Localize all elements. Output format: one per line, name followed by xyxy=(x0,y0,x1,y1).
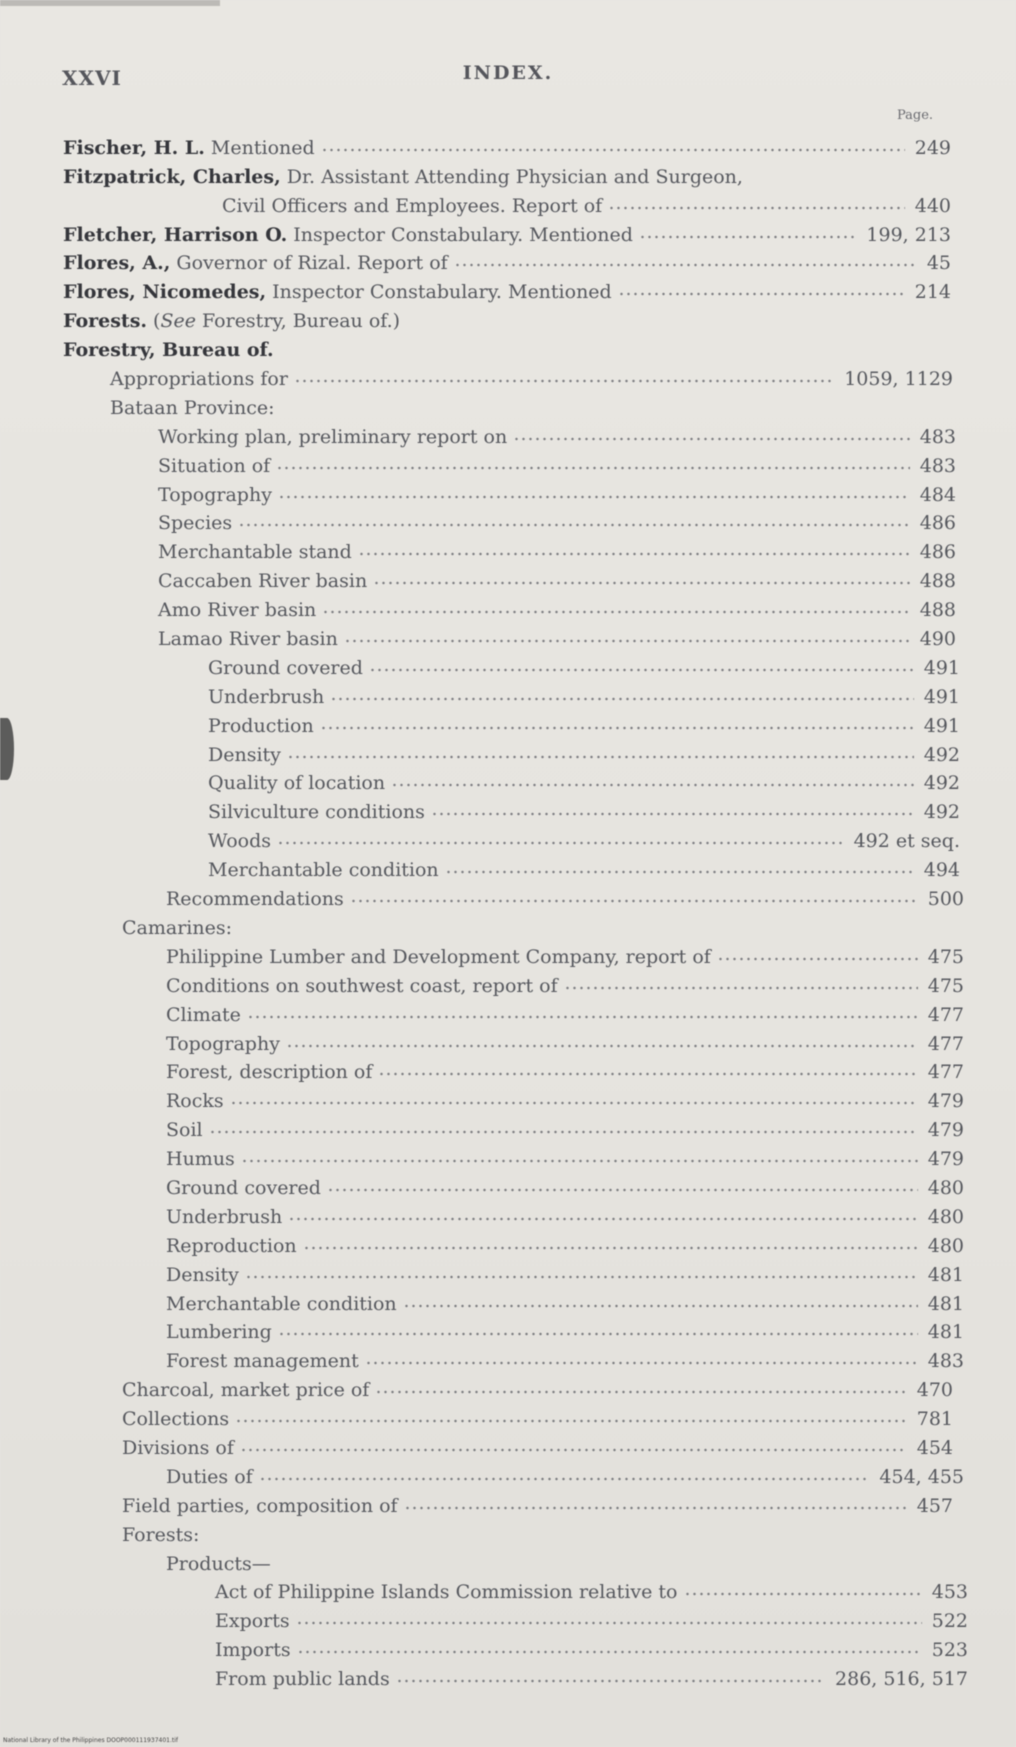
entry-text xyxy=(166,1061,372,1083)
entry-text xyxy=(63,310,400,332)
page-reference: 45 xyxy=(926,252,951,275)
entry-text xyxy=(166,1321,272,1343)
entry-label: Conditions on southwest coast, report of xyxy=(166,974,558,997)
page-reference: 481 xyxy=(927,1321,964,1344)
index-entry xyxy=(0,1575,1016,1604)
entry-label: Soil xyxy=(166,1119,203,1142)
entry-text xyxy=(63,252,448,274)
entry-label: From public lands xyxy=(215,1668,390,1691)
entry-text xyxy=(208,744,281,766)
index-entry xyxy=(0,1603,1016,1632)
leader-dots xyxy=(235,1419,907,1423)
entry-heading: Fletcher, Harrison O. xyxy=(63,223,288,246)
entry-label: Woods xyxy=(208,830,272,853)
entry-label: Caccaben River basin xyxy=(158,570,368,593)
leader-dots xyxy=(373,581,910,585)
page-reference: 454 xyxy=(916,1436,953,1459)
entry-label: Humus xyxy=(166,1148,235,1171)
entry-text xyxy=(208,801,425,823)
index-entry xyxy=(0,130,1016,159)
entry-label: Collections xyxy=(122,1408,230,1431)
entry-label: Mentioned xyxy=(204,136,315,159)
entry-label: Silviculture conditions xyxy=(208,801,425,824)
leader-dots xyxy=(445,870,914,874)
entry-label: Underbrush xyxy=(166,1205,283,1228)
index-entry xyxy=(0,1199,1016,1228)
leader-dots xyxy=(321,148,905,152)
entry-text xyxy=(158,426,507,448)
page-reference: 781 xyxy=(916,1408,953,1431)
page-reference: 491 xyxy=(923,714,960,737)
index-entry xyxy=(0,1372,1016,1401)
index-entry xyxy=(0,1026,1016,1055)
index-entry xyxy=(0,852,1016,881)
entry-text xyxy=(122,1495,398,1517)
index-entry xyxy=(0,1112,1016,1141)
entry-text xyxy=(166,1119,203,1141)
page-reference: 488 xyxy=(919,599,956,622)
entry-heading: Forests. xyxy=(63,310,148,333)
entry-text xyxy=(208,772,385,794)
entry-text xyxy=(158,455,270,477)
index-entry xyxy=(0,650,1016,679)
entry-label: Charcoal, market price of xyxy=(122,1379,370,1402)
entry-text xyxy=(158,541,352,563)
entry-label: Forest, description of xyxy=(166,1061,373,1084)
entry-text xyxy=(166,1033,280,1055)
entry-label: Governor of Rizal. Report of xyxy=(170,252,448,275)
index-entry xyxy=(0,419,1016,448)
entry-heading: Flores, A., xyxy=(63,252,171,275)
leader-dots xyxy=(404,1506,907,1510)
page-reference: 480 xyxy=(927,1205,964,1228)
page-reference: 477 xyxy=(927,1003,964,1026)
leader-dots xyxy=(322,610,909,614)
page-title: INDEX. xyxy=(462,62,554,84)
index-entry xyxy=(0,592,1016,621)
page-reference: 1059, 1129 xyxy=(844,368,953,391)
leader-dots xyxy=(684,1592,922,1596)
entry-heading: Fischer, H. L. xyxy=(63,136,205,159)
index-entry xyxy=(0,1228,1016,1257)
scan-edge xyxy=(0,0,220,6)
index-entry xyxy=(0,448,1016,477)
entry-label: Forest management xyxy=(166,1350,359,1373)
entry-text xyxy=(215,1610,290,1632)
page-reference: 214 xyxy=(914,281,951,304)
leader-dots xyxy=(391,783,914,787)
index-entry xyxy=(0,1141,1016,1170)
index-entry xyxy=(0,1517,1016,1546)
page-reference: 477 xyxy=(927,1032,964,1055)
page-reference: 453 xyxy=(931,1581,968,1604)
index-entry xyxy=(0,621,1016,650)
leader-dots xyxy=(618,292,905,296)
index-entry xyxy=(0,737,1016,766)
entry-text xyxy=(166,1090,224,1112)
index-entry xyxy=(0,563,1016,592)
page-reference: 470 xyxy=(916,1379,953,1402)
entry-label: Merchantable condition xyxy=(166,1292,397,1315)
leader-dots xyxy=(513,437,910,441)
entry-label: Duties of xyxy=(166,1465,253,1488)
leader-dots xyxy=(358,552,910,556)
page-reference: 486 xyxy=(919,512,956,535)
entry-text xyxy=(222,195,602,217)
page-reference: 492 xyxy=(923,772,960,795)
entry-text xyxy=(122,1437,234,1459)
entry-text xyxy=(122,1408,229,1430)
entry-label: Merchantable condition xyxy=(208,859,439,882)
entry-label: Imports xyxy=(215,1639,291,1662)
entry-text xyxy=(63,339,274,361)
leader-dots xyxy=(365,1361,918,1365)
leader-dots xyxy=(717,957,918,961)
entry-label: Forestry, Bureau of.) xyxy=(195,310,401,333)
entry-label: Species xyxy=(158,512,233,535)
leader-dots xyxy=(454,263,917,267)
page-reference: 483 xyxy=(919,425,956,448)
page-reference: 494 xyxy=(923,859,960,882)
page-reference: 483 xyxy=(919,454,956,477)
index-entry xyxy=(0,188,1016,217)
entry-text xyxy=(166,888,344,910)
page-reference: 480 xyxy=(927,1234,964,1257)
entry-label: Merchantable stand xyxy=(158,541,352,564)
entry-label: Field parties, composition of xyxy=(122,1494,398,1517)
leader-dots xyxy=(278,495,910,499)
leader-dots xyxy=(431,812,914,816)
index-entry xyxy=(0,968,1016,997)
index-entry xyxy=(0,506,1016,535)
entry-text xyxy=(208,686,324,708)
entry-label: Inspector Constabulary. Mentioned xyxy=(287,223,633,246)
leader-dots xyxy=(296,1621,922,1625)
leader-dots xyxy=(403,1304,918,1308)
index-entry xyxy=(0,1170,1016,1199)
index-entry xyxy=(0,246,1016,275)
leader-dots xyxy=(375,1390,906,1394)
entry-text xyxy=(166,1004,241,1026)
index-entry xyxy=(0,679,1016,708)
entry-label: Appropriations for xyxy=(110,368,288,391)
page-column-label: Page. xyxy=(897,108,934,123)
entry-label: Lumbering xyxy=(166,1321,272,1344)
page-reference: 479 xyxy=(927,1119,964,1142)
page-reference: 483 xyxy=(927,1350,964,1373)
entry-text xyxy=(208,859,439,881)
index-entry xyxy=(0,1546,1016,1575)
entry-text xyxy=(110,368,288,390)
entry-text xyxy=(215,1639,291,1661)
index-entries xyxy=(0,130,1016,1690)
entry-text xyxy=(122,1379,369,1401)
entry-label: Situation of xyxy=(158,454,271,477)
page-reference: 500 xyxy=(927,888,964,911)
leader-dots xyxy=(350,899,918,903)
entry-text xyxy=(158,628,338,650)
leader-dots xyxy=(564,986,918,990)
index-entry xyxy=(0,939,1016,968)
entry-text xyxy=(166,1350,359,1372)
page-number-roman: XXVI xyxy=(62,66,122,90)
entry-text xyxy=(166,975,558,997)
index-entry xyxy=(0,159,1016,188)
page-reference: 490 xyxy=(919,628,956,651)
page-reference: 486 xyxy=(919,541,956,564)
index-entry xyxy=(0,1286,1016,1315)
leader-dots xyxy=(230,1101,918,1105)
entry-text xyxy=(158,570,367,592)
entry-label: Lamao River basin xyxy=(158,628,338,651)
entry-label: Camarines: xyxy=(122,916,233,939)
entry-label: Climate xyxy=(166,1003,241,1026)
entry-text xyxy=(208,715,314,737)
entry-text xyxy=(158,599,316,621)
page-reference: 522 xyxy=(931,1610,968,1633)
entry-label: Recommendations xyxy=(166,888,344,911)
entry-label: Act of Philippine Islands Commission relative to xyxy=(215,1581,678,1604)
entry-text xyxy=(215,1581,678,1603)
index-entry xyxy=(0,881,1016,910)
entry-label: Dr. Assistant Attending Physician and Surgeon, xyxy=(280,165,743,188)
index-entry xyxy=(0,910,1016,939)
entry-text xyxy=(110,397,275,419)
entry-text xyxy=(122,1524,199,1546)
entry-label: Civil Officers and Employees. Report of xyxy=(222,194,603,217)
entry-text xyxy=(208,657,363,679)
entry-text xyxy=(158,512,232,534)
leader-dots xyxy=(238,523,910,527)
leader-dots xyxy=(245,1275,918,1279)
entry-label: Products— xyxy=(166,1552,271,1575)
index-entry xyxy=(0,217,1016,246)
index-entry xyxy=(0,997,1016,1026)
entry-text xyxy=(63,224,633,246)
page-reference: 480 xyxy=(927,1176,964,1199)
page-reference: 484 xyxy=(919,483,956,506)
index-entry xyxy=(0,361,1016,390)
index-entry xyxy=(0,1661,1016,1690)
entry-text xyxy=(158,484,272,506)
entry-text xyxy=(166,946,711,968)
page-reference: 199, 213 xyxy=(866,223,951,246)
index-entry xyxy=(0,1488,1016,1517)
index-entry xyxy=(0,823,1016,852)
entry-heading: Flores, Nicomedes, xyxy=(63,281,267,304)
entry-text xyxy=(215,1668,390,1690)
entry-label: Inspector Constabulary. Mentioned xyxy=(266,281,612,304)
page-reference: 440 xyxy=(914,194,951,217)
entry-label: Topography xyxy=(166,1032,280,1055)
entry-heading: Forestry, Bureau of. xyxy=(63,339,274,362)
page-reference: 249 xyxy=(914,136,951,159)
page-reference: 492 et seq. xyxy=(853,830,960,853)
page-reference: 481 xyxy=(927,1292,964,1315)
entry-text xyxy=(166,1177,321,1199)
leader-dots xyxy=(303,1246,918,1250)
entry-heading: Fitzpatrick, Charles, xyxy=(63,165,281,188)
page-reference: 475 xyxy=(927,945,964,968)
entry-text xyxy=(166,1148,235,1170)
entry-label: See xyxy=(160,310,196,333)
page-reference: 454, 455 xyxy=(879,1465,964,1488)
leader-dots xyxy=(327,1188,918,1192)
leader-dots xyxy=(396,1679,825,1683)
leader-dots xyxy=(330,697,914,701)
index-entry xyxy=(0,534,1016,563)
scan-smudge xyxy=(0,718,14,780)
leader-dots xyxy=(276,466,910,470)
page-reference: 457 xyxy=(916,1494,953,1517)
index-entry xyxy=(0,1083,1016,1112)
entry-label: ( xyxy=(147,310,161,333)
leader-dots xyxy=(639,235,857,239)
index-entry xyxy=(0,1459,1016,1488)
entry-label: Working plan, preliminary report on xyxy=(158,425,508,448)
page-reference: 479 xyxy=(927,1090,964,1113)
entry-label: Density xyxy=(166,1263,239,1286)
entry-text xyxy=(166,1553,271,1575)
leader-dots xyxy=(294,379,834,383)
entry-label: Underbrush xyxy=(208,685,325,708)
leader-dots xyxy=(344,639,910,643)
leader-dots xyxy=(247,1015,918,1019)
entry-label: Forests: xyxy=(122,1523,200,1546)
leader-dots xyxy=(278,1332,918,1336)
entry-text xyxy=(166,1264,239,1286)
leader-dots xyxy=(369,668,914,672)
entry-text xyxy=(166,1206,282,1228)
entry-label: Reproduction xyxy=(166,1234,297,1257)
index-entry xyxy=(0,332,1016,361)
index-entry xyxy=(0,1401,1016,1430)
leader-dots xyxy=(608,206,905,210)
scan-footer: National Library of the Philippines DOOP000111937401.tif xyxy=(3,1737,179,1744)
entry-label: Topography xyxy=(158,483,272,506)
index-entry xyxy=(0,1343,1016,1372)
page-reference: 492 xyxy=(923,743,960,766)
index-entry xyxy=(0,274,1016,303)
leader-dots xyxy=(259,1477,870,1481)
entry-label: Density xyxy=(208,743,281,766)
page-reference: 492 xyxy=(923,801,960,824)
leader-dots xyxy=(297,1650,922,1654)
index-entry xyxy=(0,477,1016,506)
index-entry xyxy=(0,1430,1016,1459)
page-reference: 491 xyxy=(923,685,960,708)
page-reference: 475 xyxy=(927,974,964,997)
entry-label: Divisions of xyxy=(122,1436,234,1459)
leader-dots xyxy=(378,1072,917,1076)
entry-text xyxy=(166,1235,297,1257)
index-entry xyxy=(0,1632,1016,1661)
leader-dots xyxy=(287,755,914,759)
page-reference: 523 xyxy=(931,1639,968,1662)
entry-label: Quality of location xyxy=(208,772,386,795)
entry-label: Rocks xyxy=(166,1090,224,1113)
entry-label: Ground covered xyxy=(166,1176,321,1199)
page-reference: 477 xyxy=(927,1061,964,1084)
leader-dots xyxy=(277,841,844,845)
index-entry xyxy=(0,794,1016,823)
entry-text xyxy=(166,1293,397,1315)
entry-text xyxy=(166,1466,253,1488)
leader-dots xyxy=(320,726,914,730)
index-entry xyxy=(0,1315,1016,1344)
entry-label: Ground covered xyxy=(208,656,363,679)
entry-label: Exports xyxy=(215,1610,290,1633)
index-entry xyxy=(0,303,1016,332)
index-entry xyxy=(0,766,1016,795)
leader-dots xyxy=(286,1044,918,1048)
page-reference: 491 xyxy=(923,656,960,679)
index-entry xyxy=(0,390,1016,419)
index-entry xyxy=(0,1257,1016,1286)
index-entry xyxy=(0,708,1016,737)
page-reference: 286, 516, 517 xyxy=(835,1668,968,1691)
leader-dots xyxy=(240,1448,907,1452)
entry-label: Production xyxy=(208,714,314,737)
leader-dots xyxy=(288,1217,918,1221)
leader-dots xyxy=(241,1159,918,1163)
page-reference: 481 xyxy=(927,1263,964,1286)
entry-label: Philippine Lumber and Development Company, report of xyxy=(166,945,711,968)
page-reference: 488 xyxy=(919,570,956,593)
entry-text xyxy=(208,830,271,852)
entry-text xyxy=(63,166,743,188)
entry-text xyxy=(63,281,612,303)
entry-text xyxy=(63,137,315,159)
page-reference: 479 xyxy=(927,1148,964,1171)
entry-label: Amo River basin xyxy=(158,599,317,622)
entry-label: Bataan Province: xyxy=(110,396,275,419)
leader-dots xyxy=(209,1130,918,1134)
entry-text xyxy=(122,917,232,939)
index-entry xyxy=(0,1055,1016,1084)
